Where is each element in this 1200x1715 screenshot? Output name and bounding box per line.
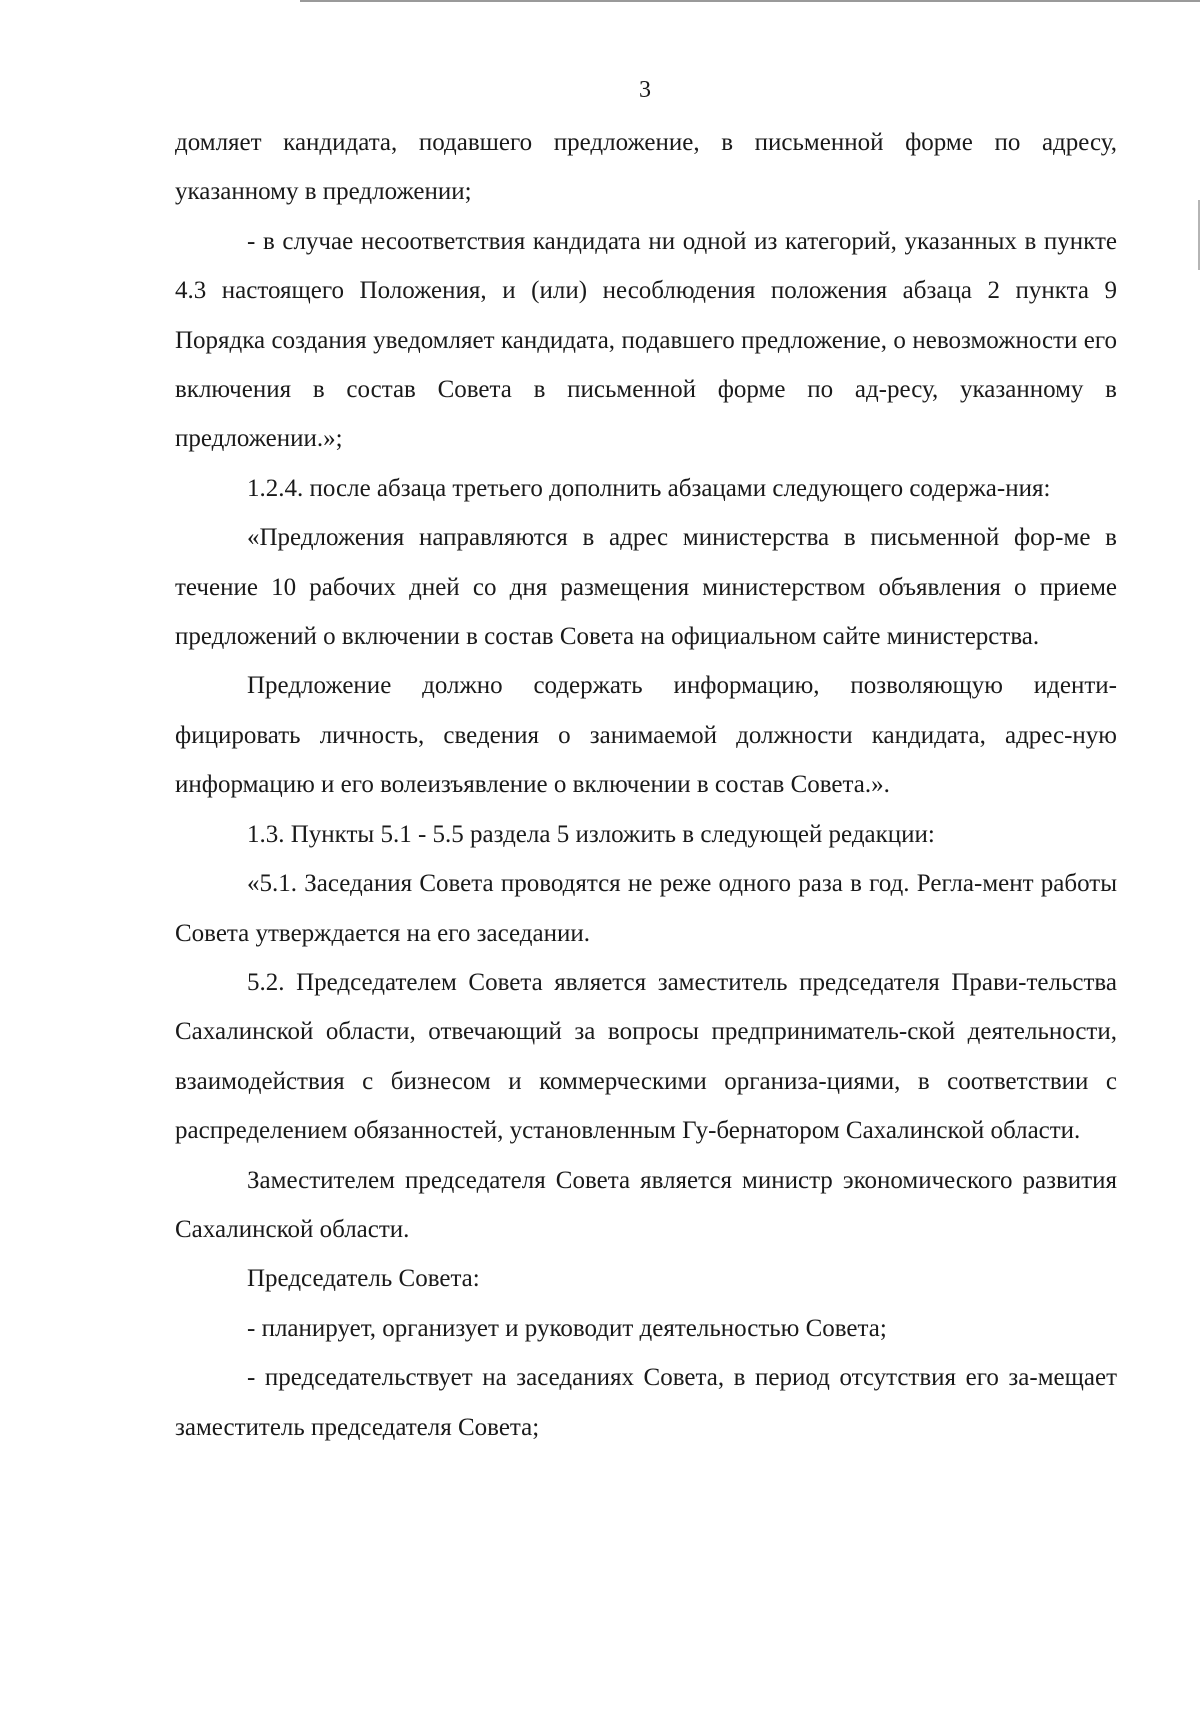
- paragraph-8: 5.2. Председателем Совета является заместитель председателя Прави-тельства Сахалинской области, отвечающий за вопросы предприниматель-ской деятельности, взаимодействия с бизнесом и коммерческими организа-циями, в соответствии с распределением обязанностей, установленным Гу-бернатором Сахалинской области.: [175, 968, 1117, 1145]
- paragraph-12: - председательствует на заседаниях Совета, в период отсутствия его за-мещает заместитель председателя Совета;: [175, 1364, 1117, 1441]
- page-number: 3: [639, 77, 651, 103]
- paragraph-9: Заместителем председателя Совета является министр экономического развития Сахалинской области.: [175, 1166, 1117, 1243]
- paragraph-4: «Предложения направляются в адрес министерства в письменной фор-ме в течение 10 рабочих дней со дня размещения министерством объявления о приеме предложений о включении в состав Совета на официальном сайте министерства.: [175, 524, 1117, 651]
- paragraph-6: 1.3. Пункты 5.1 - 5.5 раздела 5 изложить в следующей редакции:: [247, 820, 935, 848]
- scan-edge-top: [300, 0, 1200, 2]
- paragraph-3: 1.2.4. после абзаца третьего дополнить абзацами следующего содержа-ния:: [247, 474, 1051, 502]
- paragraph-2: - в случае несоответствия кандидата ни одной из категорий, указанных в пункте 4.3 настоящего Положения, и (или) несоблюдения положения абзаца 2 пункта 9 Порядка создания уведомляет кандидата, подавшего предложение, о невозможности его включения в состав Совета в письменной форме по ад-ресу, указанному в предложении.»;: [175, 227, 1117, 453]
- paragraph-5: Предложение должно содержать информацию, позволяющую иденти-фицировать личность, сведения о занимаемой должности кандидата, адрес-ную информацию и его волеизъявление о включении в состав Совета.».: [175, 672, 1117, 799]
- paragraph-1: домляет кандидата, подавшего предложение, в письменной форме по адресу, указанному в предложении;: [175, 129, 1117, 206]
- paragraph-7: «5.1. Заседания Совета проводятся не реже одного раза в год. Регла-мент работы Совета утверждается на его заседании.: [175, 870, 1117, 947]
- document-body: [175, 118, 1117, 1452]
- paragraph-11: - планирует, организует и руководит деятельностью Совета;: [247, 1314, 887, 1342]
- paragraph-10: Председатель Совета:: [247, 1265, 480, 1293]
